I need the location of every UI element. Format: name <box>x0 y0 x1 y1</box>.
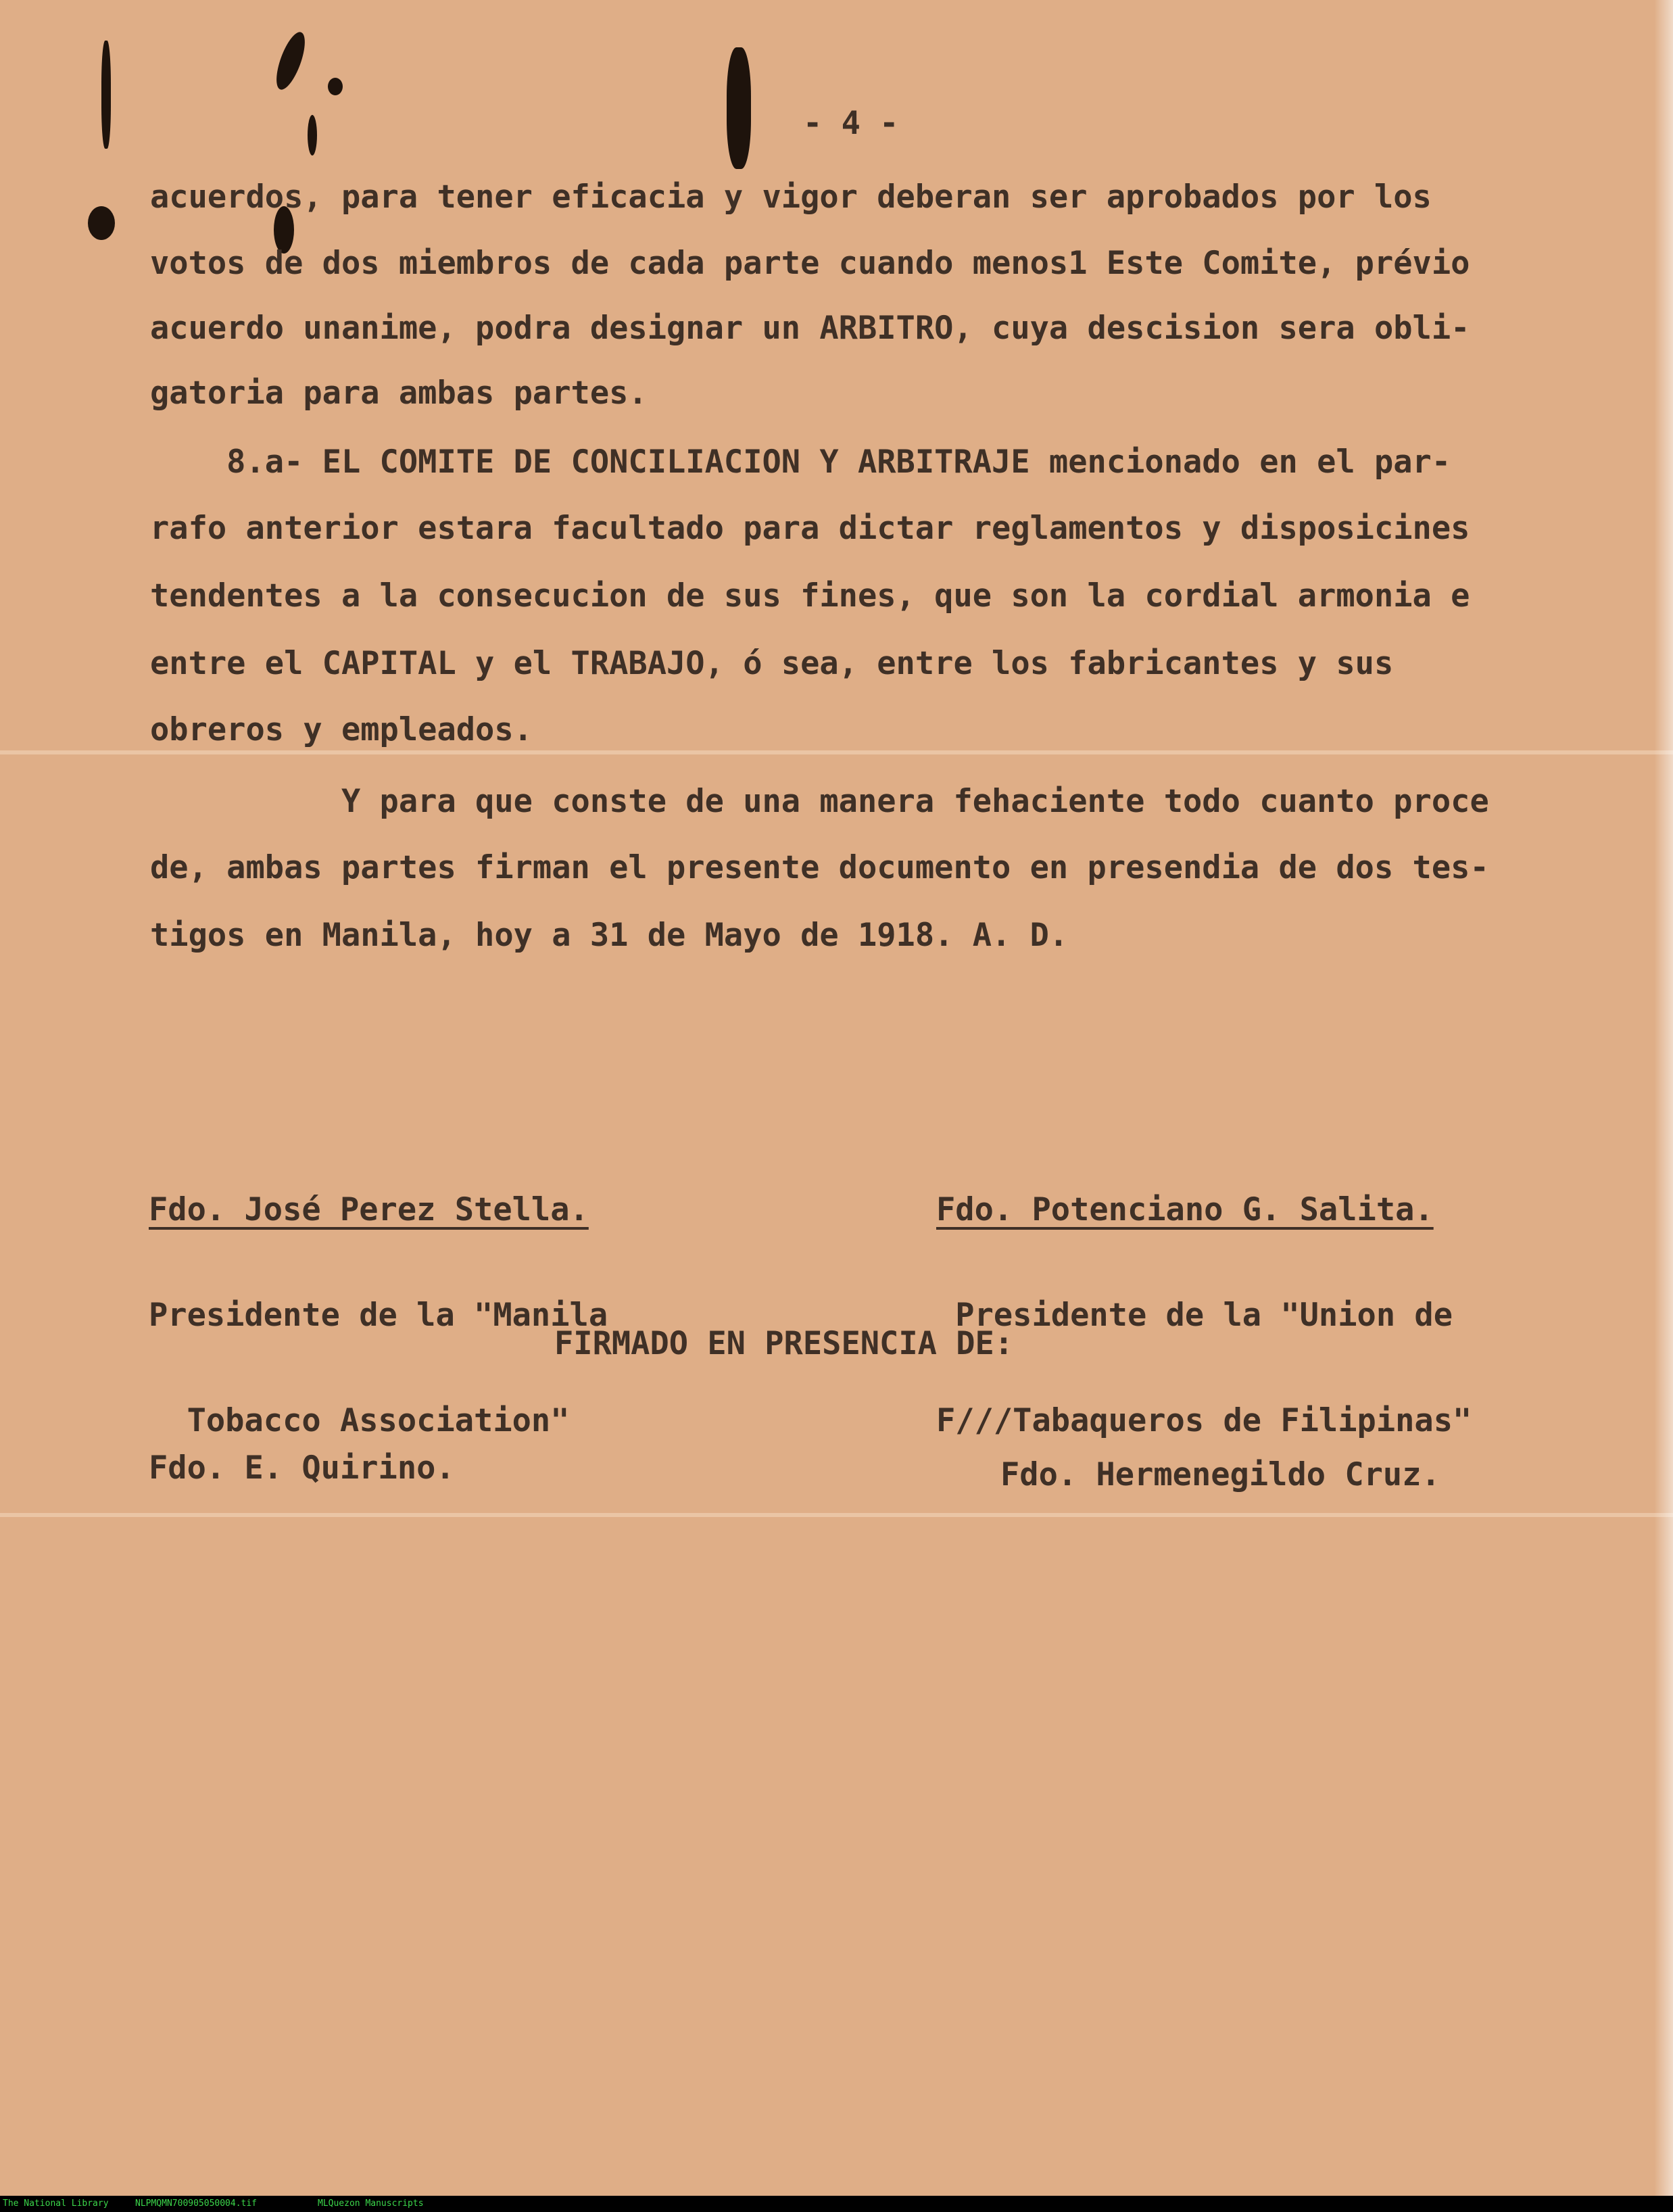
signatory-name: Fdo. José Perez Stella. <box>149 1191 589 1228</box>
body-line: 8.a- EL COMITE DE CONCILIACION Y ARBITRAJE mencionado en el par- <box>150 443 1451 481</box>
signatory-title: F///Tabaqueros de Filipinas" <box>936 1402 1472 1439</box>
ink-stain <box>727 47 751 169</box>
ink-stain <box>328 78 343 95</box>
body-line: gatoria para ambas partes. <box>150 375 648 412</box>
footer-file: NLPMQMN700905050004.tif <box>135 2198 258 2209</box>
body-line: tigos en Manila, hoy a 31 de Mayo de 1918. A. D. <box>150 917 1069 954</box>
ink-stain <box>88 206 115 240</box>
body-line: rafo anterior estara facultado para dictar reglamentos y disposicines <box>150 510 1470 547</box>
signatory-name: Fdo. Potenciano G. Salita. <box>936 1191 1434 1228</box>
body-line: votos de dos miembros de cada parte cuando menos1 Este Comite, prévio <box>150 245 1470 282</box>
body-line: de, ambas partes firman el presente documento en presendia de dos tes- <box>150 849 1489 886</box>
signatory-title: Presidente de la "Manila <box>149 1297 608 1334</box>
signature-right <box>936 1122 1472 1509</box>
archive-footer <box>0 2196 1673 2212</box>
paper-fold-line <box>0 750 1673 754</box>
footer-library: The National Library <box>3 2198 109 2209</box>
body-line: Y para que conste de una manera fehaciente todo cuanto proce <box>150 783 1489 820</box>
body-line: acuerdos, para tener eficacia y vigor deberan ser aprobados por los <box>150 178 1432 216</box>
body-line: obreros y empleados. <box>150 711 533 748</box>
signatory-title: Presidente de la "Union de <box>936 1297 1453 1334</box>
witness-right: Fdo. Hermenegildo Cruz. <box>1000 1456 1440 1493</box>
ink-stain <box>101 41 111 149</box>
body-line: acuerdo unanime, podra designar un ARBITRO, cuya descision sera obli- <box>150 310 1470 347</box>
witness-left: Fdo. E. Quirino. <box>149 1449 455 1487</box>
ink-stain <box>308 115 317 155</box>
ink-stain <box>271 29 311 93</box>
signatory-title: Tobacco Association" <box>149 1402 570 1439</box>
paper-fold-line <box>0 1513 1673 1517</box>
footer-collection: MLQuezon Manuscripts <box>318 2198 424 2209</box>
paper-edge <box>1654 0 1673 2196</box>
page-number: - 4 - <box>803 105 899 142</box>
body-line: entre el CAPITAL y el TRABAJO, ó sea, entre los fabricantes y sus <box>150 645 1394 682</box>
body-line: tendentes a la consecucion de sus fines, que son la cordial armonia e <box>150 577 1470 615</box>
witness-heading: FIRMADO EN PRESENCIA DE: <box>554 1325 1014 1362</box>
